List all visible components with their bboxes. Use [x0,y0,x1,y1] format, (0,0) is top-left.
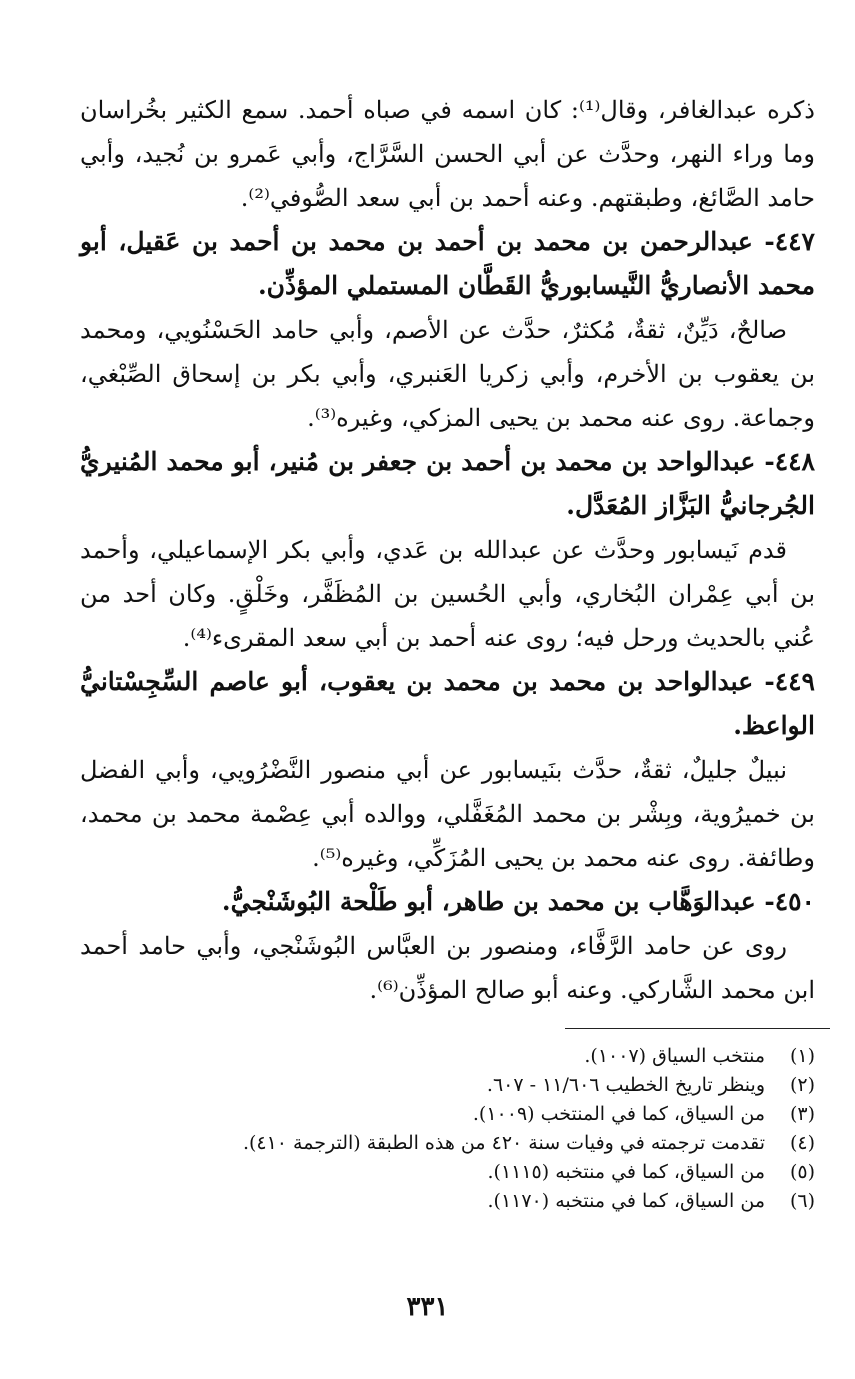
footnote [80,1071,815,1100]
footnote-number: (٢) [789,1074,815,1096]
footnote-text: من السياق، كما في المنتخب (١٠٠٩). [472,1103,765,1125]
entry-heading-447: ٤٤٧- عبدالرحمن بن محمد بن أحمد بن محمد بن أحمد بن عَقيل، أبو محمد الأنصاريُّ النَّيسابوريُّ القَطَّان المستملي المؤذِّن. [80,227,815,300]
footnote-text: منتخب السياق (١٠٠٧). [584,1045,765,1067]
paragraph-intro: ذكره عبدالغافر، وقال⁽¹⁾: كان اسمه في صباه أحمد. سمع الكثير بخُراسان وما وراء النهر، وحدَّث عن أبي الحسن السَّرَّاج، وأبي عَمرو بن نُجيد، وأبي حامد الصَّائغ، وطبقتهم. وعنه أحمد بن أبي سعد الصُّوفي⁽²⁾. [80,96,815,212]
footnote-number: (٤) [789,1132,815,1154]
entry-body-447: صالحٌ، دَيِّنٌ، ثقةٌ، مُكثرٌ، حدَّث عن الأصم، وأبي حامد الحَسْنُويي، ومحمد بن يعقوب بن الأخرم، وأبي زكريا العَنبري، وأبي بكر بن إسحاق الصِّبْغي، وجماعة. روى عنه محمد بن يحيى المزكي، وغيره⁽³⁾. [80,316,815,432]
footnote [80,1158,815,1187]
footnote-text: من السياق، كما في منتخبه (١١١٥). [487,1161,765,1183]
entry-heading-448: ٤٤٨- عبدالواحد بن محمد بن أحمد بن جعفر بن مُنير، أبو محمد المُنيريُّ الجُرجانيُّ البَزَّاز المُعَدَّل. [80,447,815,520]
main-text [80,88,815,1012]
entry-heading-449: ٤٤٩- عبدالواحد بن محمد بن محمد بن يعقوب، أبو عاصم السِّجِسْتانيُّ الواعظ. [80,667,815,740]
footnote-number: (١) [789,1045,815,1067]
footnote-number: (٦) [789,1190,815,1212]
footnote-text: وينظر تاريخ الخطيب ١١/٦٠٦ - ٦٠٧. [486,1074,765,1096]
entry-body-449: نبيلٌ جليلٌ، ثقةٌ، حدَّث بنَيسابور عن أبي منصور النَّضْرُويي، وأبي الفضل بن خميرُوية، وبِشْر بن محمد المُغَفَّلي، ووالده أبي عِصْمة محمد بن محمد، وطائفة. روى عنه محمد بن يحيى المُزَكِّي، وغيره⁽⁵⁾. [80,756,815,872]
footnotes [80,1042,815,1216]
footnote-number: (٥) [789,1161,815,1183]
footnote [80,1129,815,1158]
footnote-divider [565,1028,830,1029]
footnote-text: من السياق، كما في منتخبه (١١٧٠). [487,1190,765,1212]
footnote [80,1187,815,1216]
entry-body-448: قدم نَيسابور وحدَّث عن عبدالله بن عَدي، وأبي بكر الإسماعيلي، وأحمد بن أبي عِمْران البُخاري، وأبي الحُسين بن المُظَفَّر، وخَلْقٍ. وكان أحد من عُني بالحديث ورحل فيه؛ روى عنه أحمد بن أبي سعد المقرىء⁽⁴⁾. [80,536,815,652]
footnote [80,1042,815,1071]
page-number: ٣٣١ [406,1292,449,1322]
footnote-text: تقدمت ترجمته في وفيات سنة ٤٢٠ من هذه الطبقة (الترجمة ٤١٠). [242,1132,765,1154]
entry-body-450: روى عن حامد الرَّفَّاء، ومنصور بن العبَّاس البُوشَنْجي، وأبي حامد أحمد ابن محمد الشَّاركي. وعنه أبو صالح المؤذِّن⁽⁶⁾. [80,932,815,1004]
footnote-number: (٣) [789,1103,815,1125]
footnote [80,1100,815,1129]
entry-heading-450: ٤٥٠- عبدالوَهَّاب بن محمد بن طاهر، أبو طَلْحة البُوشَنْجيُّ. [221,887,815,916]
